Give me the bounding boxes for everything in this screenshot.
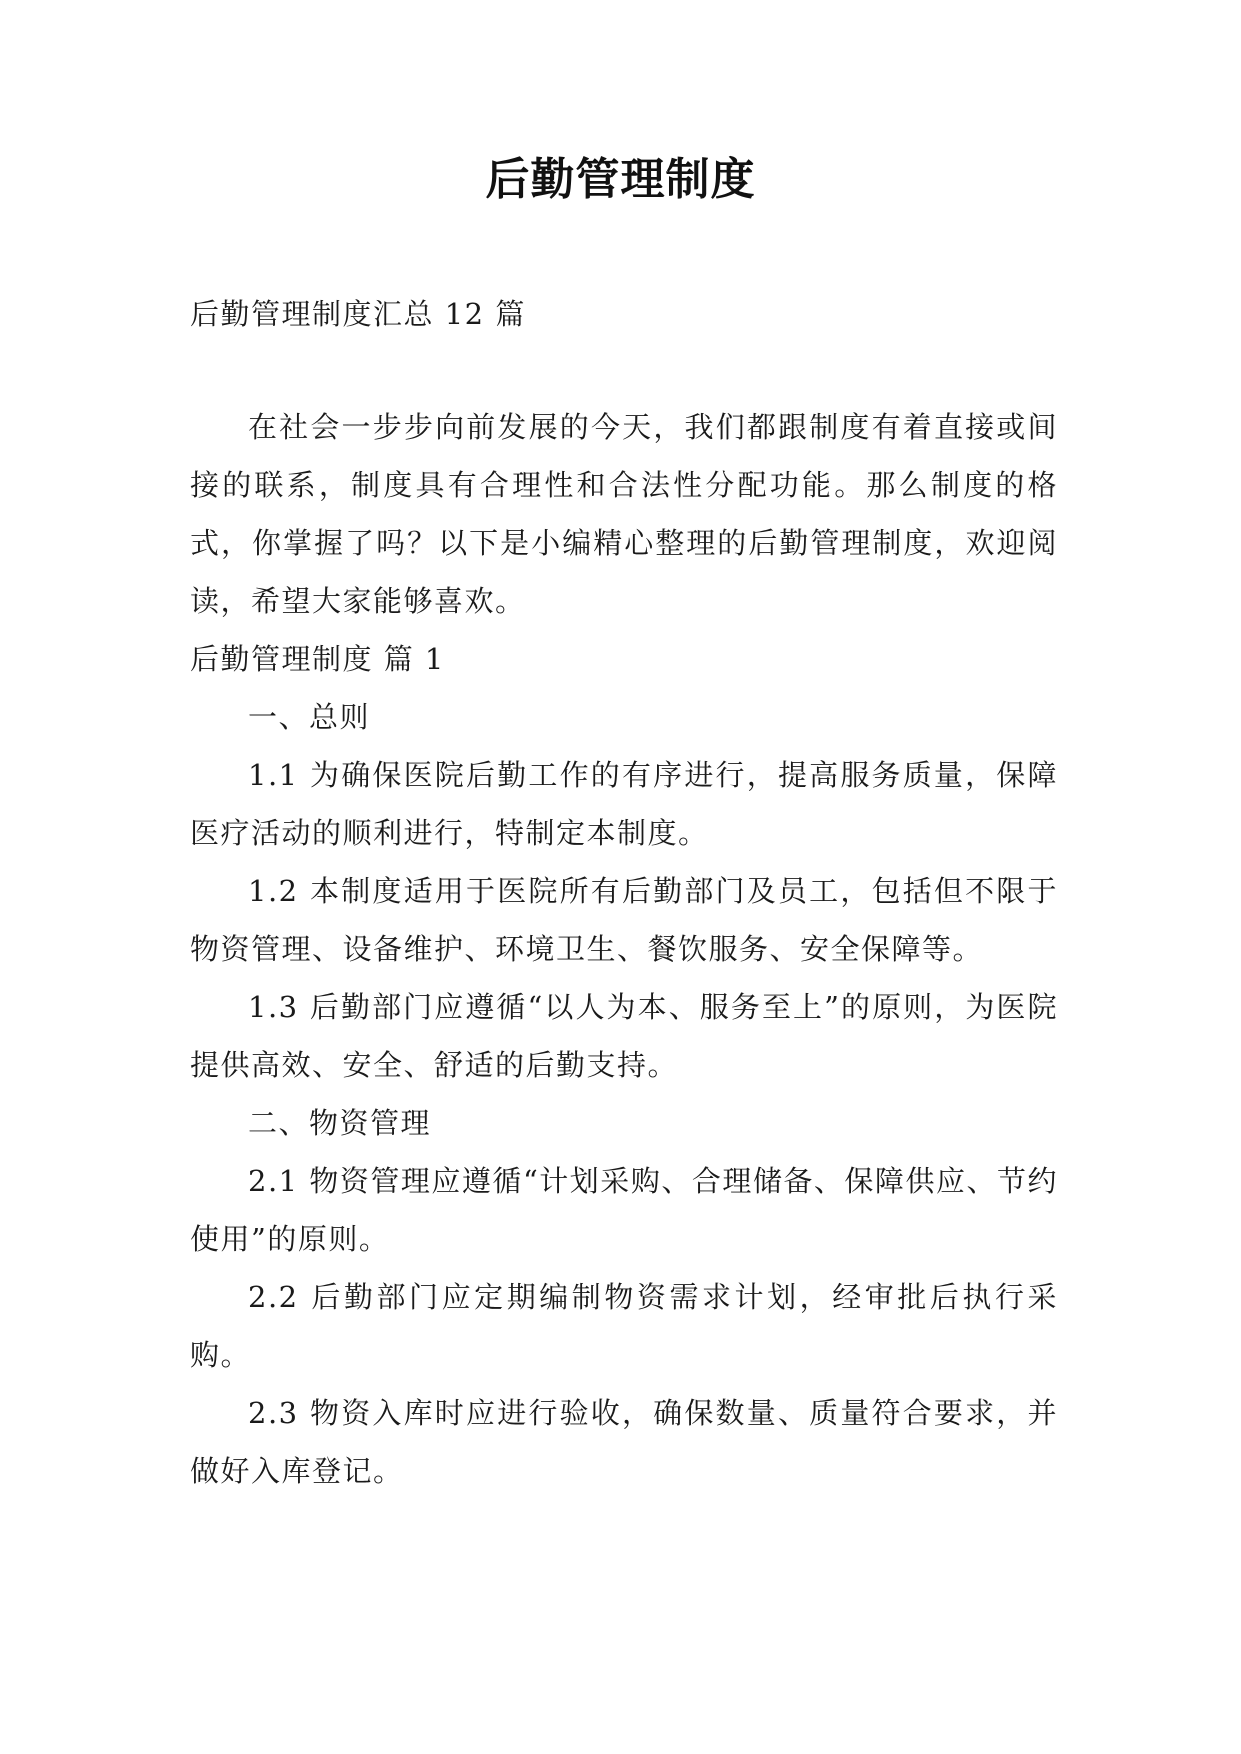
chapter-heading: 二、物资管理 [248,1106,432,1140]
clause-paragraph: 2.2 后勤部门应定期编制物资需求计划，经审批后执行采购。 [190,1280,1058,1372]
clause-paragraph: 2.3 物资入库时应进行验收，确保数量、质量符合要求，并做好入库登记。 [190,1396,1058,1488]
document-subtitle: 后勤管理制度汇总 12 篇 [190,297,526,331]
clause-paragraph: 1.2 本制度适用于医院所有后勤部门及员工，包括但不限于物资管理、设备维护、环境卫生、餐饮服务、安全保障等。 [190,874,1058,966]
clause-paragraph: 2.1 物资管理应遵循“计划采购、合理储备、保障供应、节约使用”的原则。 [190,1164,1058,1256]
clause-paragraph: 1.3 后勤部门应遵循“以人为本、服务至上”的原则，为医院提供高效、安全、舒适的后勤支持。 [190,990,1058,1082]
chapter-heading: 一、总则 [248,700,371,734]
intro-paragraph: 在社会一步步向前发展的今天，我们都跟制度有着直接或间接的联系，制度具有合理性和合法性分配功能。那么制度的格式，你掌握了吗？以下是小编精心整理的后勤管理制度，欢迎阅读，希望大家能够喜欢。 [190,410,1058,618]
document-title: 后勤管理制度 [485,154,756,205]
clause-paragraph: 1.1 为确保医院后勤工作的有序进行，提高服务质量，保障医疗活动的顺利进行，特制定本制度。 [190,758,1058,850]
document-body [190,398,1058,1500]
section-heading: 后勤管理制度 篇 1 [190,642,445,676]
